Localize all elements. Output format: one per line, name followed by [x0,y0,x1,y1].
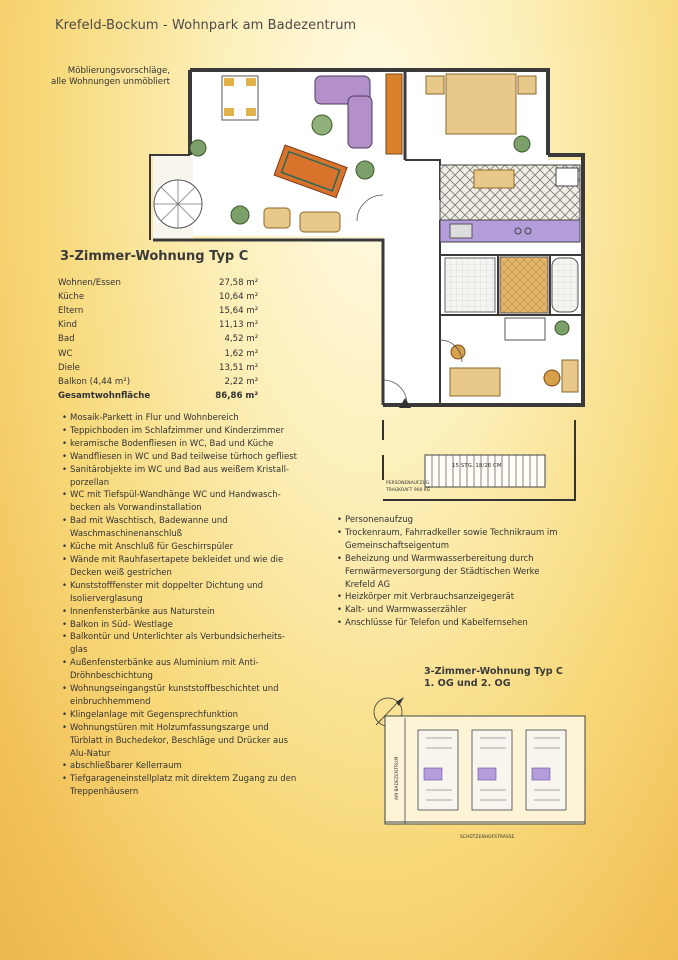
room-area: 10,64 m² [219,292,259,303]
feature-item: • Bad mit Waschtisch, Badewanne und Waschmaschinenanschluß [62,515,298,541]
room-name: WC [58,348,73,359]
total-area: 86,86 m² [215,390,259,401]
room-area: 4,52 m² [224,334,259,345]
feature-item: • Außenfensterbänke aus Aluminium mit Anti-Dröhnbeschichtung [62,657,298,683]
room-area: 2,22 m² [224,376,259,387]
feature-item: • Mosaik-Parkett in Flur und Wohnbereich [62,412,298,425]
elevator-label-1: PERSONENAUFZUG [386,481,430,486]
feature-item: • Kunststofffenster mit doppelter Dichtung und Isolierverglasung [62,580,298,606]
feature-item: • WC mit Tiefspül-Wandhänge WC und Handwasch-becken als Vorwandinstallation [62,489,298,515]
feature-item: • Teppichboden im Schlafzimmer und Kinderzimmer [62,425,298,438]
site-plan-title-line-2: 1. OG und 2. OG [424,678,511,689]
feature-item: • Sanitärobjekte im WC und Bad aus weißem Kristall-porzellan [62,464,298,490]
feature-item: • Wohnungstüren mit Holzumfassungszarge und Türblatt in Buchedekor, Beschläge und Drücker aus Alu-Natur [62,722,298,761]
feature-item: • Tiefgarageneinstellplatz mit direktem Zugang zu den Treppenhäusern [62,773,298,799]
room-name: Bad [58,334,75,345]
furnishing-note-line-1: Möblierungsvorschläge, [67,66,170,76]
unit-title: 3-Zimmer-Wohnung Typ C [60,249,249,264]
feature-item: • abschließbarer Kellerraum [62,760,298,773]
furnishing-note-line-2: alle Wohnungen unmöbliert [51,77,170,87]
feature-item: • Klingelanlage mit Gegensprechfunktion [62,709,298,722]
room-area: 1,62 m² [224,348,259,359]
page-header: Krefeld-Bockum - Wohnpark am Badezentrum [55,18,357,33]
room-name: Wohnen/Essen [58,278,121,289]
room-name: Diele [58,362,80,373]
room-area: 27,58 m² [219,278,259,289]
feature-item: • Trockenraum, Fahrradkeller sowie Technikraum im Gemeinschaftseigentum [337,527,567,553]
street-label-bottom: SCHÜTZENHOFSTRASSE [460,835,515,840]
site-plan-title-line-1: 3-Zimmer-Wohnung Typ C [424,666,563,677]
room-area: 15,64 m² [219,306,259,317]
feature-item: • Wände mit Rauhfasertapete bekleidet und wie die Decken weiß gestrichen [62,554,298,580]
room-area: 13,51 m² [219,362,259,373]
room-name: Balkon (4,44 m²) [58,376,131,387]
feature-item: • Balkontür und Unterlichter als Verbundsicherheits-glas [62,631,298,657]
feature-item: • Beheizung und Warmwasserbereitung durch Fernwärmeversorgung der Städtischen Werke Krefeld AG [337,553,567,592]
feature-item: • keramische Bodenfliesen in WC, Bad und Küche [62,438,298,451]
feature-item: • Anschlüsse für Telefon und Kabelfernsehen [337,617,567,630]
street-label-left: AM BADEZENTRUM [395,756,400,800]
feature-item: • Heizkörper mit Verbrauchsanzeigegerät [337,591,567,604]
feature-item: • Kalt- und Warmwasserzähler [337,604,567,617]
stair-label: 15 STG. 18/26 CM [452,463,502,469]
room-area: 11,13 m² [219,320,259,331]
room-name: Küche [58,292,85,303]
room-name: Kind [58,320,77,331]
feature-item: • Personenaufzug [337,514,567,527]
elevator-label-2: TRAGKRAFT 900 KG [386,488,431,493]
feature-item: • Innenfensterbänke aus Naturstein [62,606,298,619]
feature-item: • Wandfliesen in WC und Bad teilweise türhoch gefliest [62,451,298,464]
feature-item: • Küche mit Anschluß für Geschirrspüler [62,541,298,554]
feature-item: • Wohnungseingangstür kunststoffbeschichtet und einbruchhemmend [62,683,298,709]
total-label: Gesamtwohnfläche [58,390,151,401]
feature-item: • Balkon in Süd- Westlage [62,619,298,632]
room-name: Eltern [58,306,84,317]
